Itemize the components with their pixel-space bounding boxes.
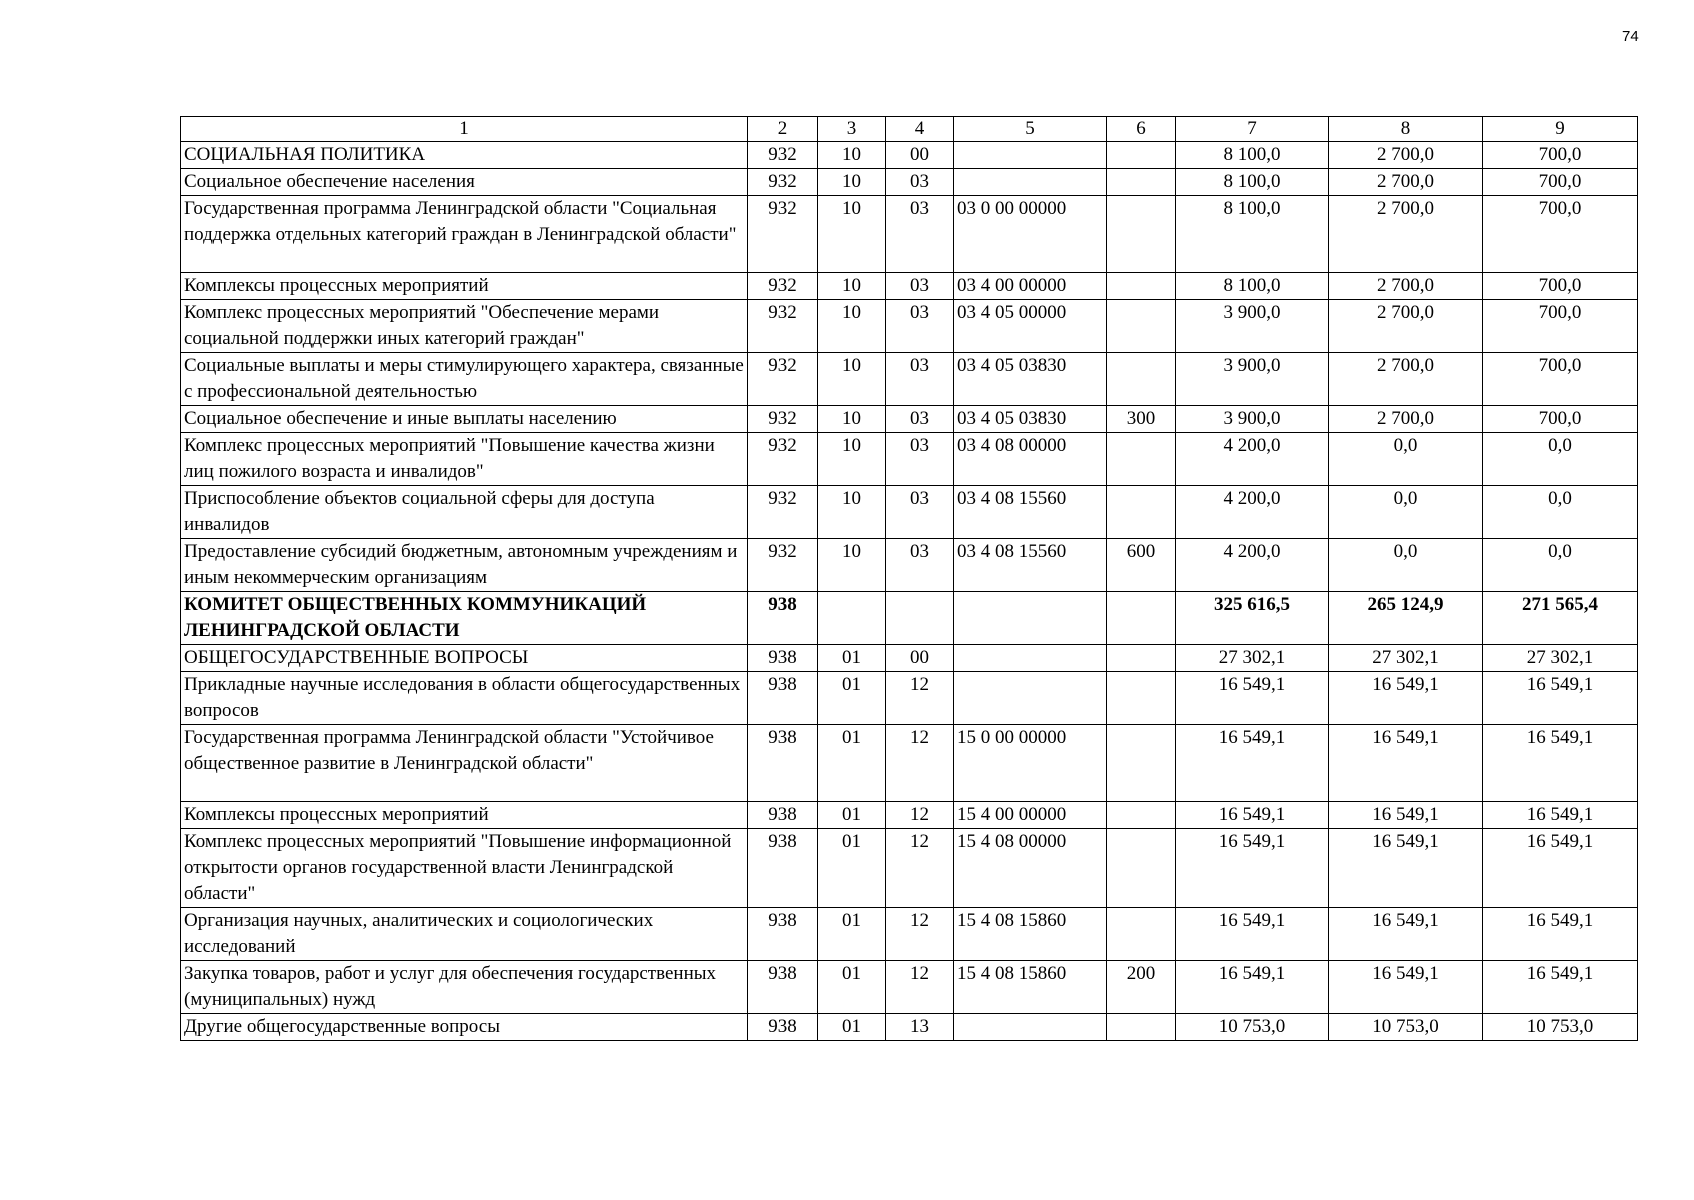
cell-amount-year1: 27 302,1 (1176, 645, 1329, 672)
cell-target-article (954, 169, 1107, 196)
cell-name: Государственная программа Ленинградской области "Устойчивое общественное развитие в Ленинградской области" (181, 725, 748, 802)
cell-admin-code: 938 (748, 961, 818, 1014)
cell-subsection (886, 592, 954, 645)
cell-name: Прикладные научные исследования в области общегосударственных вопросов (181, 672, 748, 725)
cell-section: 10 (818, 486, 886, 539)
cell-target-article: 15 4 08 00000 (954, 829, 1107, 908)
header-cell: 5 (954, 117, 1107, 142)
cell-target-article: 03 4 08 15560 (954, 539, 1107, 592)
cell-name: Социальные выплаты и меры стимулирующего характера, связанные с профессиональной деятельностью (181, 353, 748, 406)
cell-amount-year2: 0,0 (1329, 486, 1483, 539)
header-cell: 9 (1483, 117, 1638, 142)
cell-amount-year3: 16 549,1 (1483, 829, 1638, 908)
cell-amount-year2: 16 549,1 (1329, 802, 1483, 829)
cell-section: 10 (818, 433, 886, 486)
cell-amount-year1: 4 200,0 (1176, 539, 1329, 592)
cell-target-article (954, 672, 1107, 725)
cell-target-article (954, 142, 1107, 169)
cell-section: 01 (818, 645, 886, 672)
cell-amount-year1: 4 200,0 (1176, 433, 1329, 486)
cell-name: Предоставление субсидий бюджетным, автономным учреждениям и иным некоммерческим организациям (181, 539, 748, 592)
header-cell: 2 (748, 117, 818, 142)
cell-subsection: 03 (886, 433, 954, 486)
cell-section: 01 (818, 802, 886, 829)
cell-amount-year2: 16 549,1 (1329, 829, 1483, 908)
cell-admin-code: 938 (748, 1014, 818, 1041)
cell-amount-year2: 27 302,1 (1329, 645, 1483, 672)
cell-admin-code: 932 (748, 406, 818, 433)
cell-amount-year1: 3 900,0 (1176, 353, 1329, 406)
header-row (181, 117, 1638, 142)
header-cell: 6 (1107, 117, 1176, 142)
cell-amount-year3: 700,0 (1483, 142, 1638, 169)
cell-section: 10 (818, 273, 886, 300)
cell-amount-year2: 10 753,0 (1329, 1014, 1483, 1041)
table-row (181, 300, 1638, 353)
cell-amount-year2: 2 700,0 (1329, 353, 1483, 406)
table-row (181, 725, 1638, 802)
cell-section: 10 (818, 169, 886, 196)
cell-subsection: 03 (886, 353, 954, 406)
cell-amount-year1: 16 549,1 (1176, 802, 1329, 829)
cell-admin-code: 938 (748, 829, 818, 908)
cell-section: 01 (818, 908, 886, 961)
cell-admin-code: 932 (748, 353, 818, 406)
cell-expense-type (1107, 142, 1176, 169)
cell-amount-year1: 16 549,1 (1176, 961, 1329, 1014)
cell-amount-year1: 3 900,0 (1176, 406, 1329, 433)
cell-admin-code: 932 (748, 142, 818, 169)
cell-amount-year2: 2 700,0 (1329, 142, 1483, 169)
cell-expense-type (1107, 433, 1176, 486)
cell-target-article (954, 645, 1107, 672)
cell-amount-year2: 0,0 (1329, 539, 1483, 592)
cell-target-article: 03 4 08 15560 (954, 486, 1107, 539)
cell-expense-type (1107, 908, 1176, 961)
cell-name: Социальное обеспечение населения (181, 169, 748, 196)
cell-amount-year3: 0,0 (1483, 539, 1638, 592)
table-row (181, 829, 1638, 908)
cell-target-article (954, 1014, 1107, 1041)
table-body (181, 117, 1638, 1041)
cell-name: Комплексы процессных мероприятий (181, 273, 748, 300)
cell-section: 10 (818, 353, 886, 406)
cell-section: 10 (818, 196, 886, 273)
cell-target-article: 15 4 00 00000 (954, 802, 1107, 829)
cell-amount-year3: 700,0 (1483, 169, 1638, 196)
cell-amount-year3: 16 549,1 (1483, 908, 1638, 961)
cell-amount-year1: 325 616,5 (1176, 592, 1329, 645)
cell-target-article: 03 4 05 03830 (954, 406, 1107, 433)
cell-target-article: 03 4 05 03830 (954, 353, 1107, 406)
cell-amount-year2: 16 549,1 (1329, 961, 1483, 1014)
cell-expense-type (1107, 486, 1176, 539)
cell-amount-year1: 16 549,1 (1176, 908, 1329, 961)
cell-expense-type (1107, 300, 1176, 353)
cell-amount-year1: 16 549,1 (1176, 829, 1329, 908)
cell-target-article: 03 4 00 00000 (954, 273, 1107, 300)
cell-expense-type (1107, 802, 1176, 829)
cell-subsection: 03 (886, 486, 954, 539)
cell-amount-year2: 2 700,0 (1329, 196, 1483, 273)
cell-expense-type (1107, 1014, 1176, 1041)
cell-target-article: 03 4 08 00000 (954, 433, 1107, 486)
table-row (181, 645, 1638, 672)
cell-amount-year3: 700,0 (1483, 300, 1638, 353)
cell-subsection: 12 (886, 908, 954, 961)
cell-subsection: 12 (886, 802, 954, 829)
cell-name: Государственная программа Ленинградской области "Социальная поддержка отдельных категорий граждан в Ленинградской области" (181, 196, 748, 273)
header-cell: 8 (1329, 117, 1483, 142)
cell-admin-code: 938 (748, 592, 818, 645)
cell-amount-year2: 16 549,1 (1329, 908, 1483, 961)
cell-amount-year2: 2 700,0 (1329, 273, 1483, 300)
cell-subsection: 03 (886, 273, 954, 300)
cell-amount-year3: 16 549,1 (1483, 672, 1638, 725)
cell-name: Закупка товаров, работ и услуг для обеспечения государственных (муниципальных) нужд (181, 961, 748, 1014)
cell-expense-type (1107, 592, 1176, 645)
cell-amount-year3: 0,0 (1483, 486, 1638, 539)
table-row (181, 802, 1638, 829)
header-cell: 3 (818, 117, 886, 142)
cell-expense-type (1107, 169, 1176, 196)
cell-amount-year2: 265 124,9 (1329, 592, 1483, 645)
cell-amount-year2: 2 700,0 (1329, 169, 1483, 196)
cell-section: 01 (818, 725, 886, 802)
cell-amount-year3: 700,0 (1483, 196, 1638, 273)
table-row (181, 406, 1638, 433)
cell-expense-type (1107, 725, 1176, 802)
cell-name: Комплекс процессных мероприятий "Повышение качества жизни лиц пожилого возраста и инвалидов" (181, 433, 748, 486)
cell-admin-code: 932 (748, 486, 818, 539)
cell-section: 01 (818, 829, 886, 908)
cell-amount-year1: 10 753,0 (1176, 1014, 1329, 1041)
cell-name: Комплекс процессных мероприятий "Обеспечение мерами социальной поддержки иных категорий граждан" (181, 300, 748, 353)
cell-expense-type (1107, 353, 1176, 406)
table-row (181, 486, 1638, 539)
cell-amount-year1: 16 549,1 (1176, 725, 1329, 802)
cell-expense-type (1107, 273, 1176, 300)
cell-subsection: 12 (886, 961, 954, 1014)
cell-subsection: 03 (886, 539, 954, 592)
cell-subsection: 00 (886, 645, 954, 672)
cell-amount-year1: 8 100,0 (1176, 169, 1329, 196)
cell-name: ОБЩЕГОСУДАРСТВЕННЫЕ ВОПРОСЫ (181, 645, 748, 672)
cell-amount-year3: 0,0 (1483, 433, 1638, 486)
cell-target-article: 03 0 00 00000 (954, 196, 1107, 273)
cell-amount-year1: 16 549,1 (1176, 672, 1329, 725)
cell-amount-year3: 16 549,1 (1483, 802, 1638, 829)
cell-amount-year1: 8 100,0 (1176, 142, 1329, 169)
table-row (181, 273, 1638, 300)
cell-amount-year1: 8 100,0 (1176, 196, 1329, 273)
cell-name: Приспособление объектов социальной сферы для доступа инвалидов (181, 486, 748, 539)
cell-admin-code: 938 (748, 908, 818, 961)
cell-subsection: 03 (886, 169, 954, 196)
cell-subsection: 12 (886, 725, 954, 802)
cell-name: Организация научных, аналитических и социологических исследований (181, 908, 748, 961)
cell-target-article: 03 4 05 00000 (954, 300, 1107, 353)
cell-target-article: 15 4 08 15860 (954, 961, 1107, 1014)
table-row (181, 908, 1638, 961)
cell-name: Другие общегосударственные вопросы (181, 1014, 748, 1041)
cell-expense-type: 600 (1107, 539, 1176, 592)
cell-amount-year2: 0,0 (1329, 433, 1483, 486)
cell-admin-code: 932 (748, 196, 818, 273)
header-cell: 4 (886, 117, 954, 142)
cell-subsection: 03 (886, 406, 954, 433)
table-row (181, 353, 1638, 406)
cell-section: 10 (818, 539, 886, 592)
cell-subsection: 03 (886, 300, 954, 353)
table-row (181, 196, 1638, 273)
cell-admin-code: 938 (748, 672, 818, 725)
cell-amount-year3: 16 549,1 (1483, 961, 1638, 1014)
cell-amount-year3: 10 753,0 (1483, 1014, 1638, 1041)
cell-expense-type (1107, 829, 1176, 908)
cell-admin-code: 932 (748, 433, 818, 486)
cell-target-article: 15 4 08 15860 (954, 908, 1107, 961)
cell-subsection: 00 (886, 142, 954, 169)
cell-amount-year1: 4 200,0 (1176, 486, 1329, 539)
cell-name: Комплексы процессных мероприятий (181, 802, 748, 829)
cell-admin-code: 932 (748, 539, 818, 592)
cell-amount-year3: 271 565,4 (1483, 592, 1638, 645)
cell-admin-code: 938 (748, 725, 818, 802)
table-row (181, 539, 1638, 592)
cell-amount-year1: 3 900,0 (1176, 300, 1329, 353)
cell-name: СОЦИАЛЬНАЯ ПОЛИТИКА (181, 142, 748, 169)
cell-amount-year1: 8 100,0 (1176, 273, 1329, 300)
cell-subsection: 12 (886, 829, 954, 908)
cell-amount-year3: 700,0 (1483, 353, 1638, 406)
table-row (181, 1014, 1638, 1041)
cell-amount-year2: 2 700,0 (1329, 406, 1483, 433)
cell-section: 01 (818, 961, 886, 1014)
cell-name: Комплекс процессных мероприятий "Повышение информационной открытости органов государственной власти Ленинградской области" (181, 829, 748, 908)
cell-subsection: 03 (886, 196, 954, 273)
budget-table (180, 116, 1638, 1041)
header-cell: 1 (181, 117, 748, 142)
cell-section: 10 (818, 406, 886, 433)
cell-expense-type: 200 (1107, 961, 1176, 1014)
cell-amount-year2: 2 700,0 (1329, 300, 1483, 353)
cell-amount-year3: 27 302,1 (1483, 645, 1638, 672)
cell-section (818, 592, 886, 645)
table-row (181, 672, 1638, 725)
cell-section: 10 (818, 142, 886, 169)
cell-amount-year2: 16 549,1 (1329, 672, 1483, 725)
cell-expense-type: 300 (1107, 406, 1176, 433)
cell-target-article: 15 0 00 00000 (954, 725, 1107, 802)
table-row (181, 169, 1638, 196)
cell-section: 10 (818, 300, 886, 353)
header-cell: 7 (1176, 117, 1329, 142)
table-row (181, 142, 1638, 169)
cell-expense-type (1107, 672, 1176, 725)
cell-section: 01 (818, 1014, 886, 1041)
cell-expense-type (1107, 196, 1176, 273)
cell-amount-year3: 700,0 (1483, 406, 1638, 433)
cell-subsection: 12 (886, 672, 954, 725)
table-row (181, 961, 1638, 1014)
cell-amount-year2: 16 549,1 (1329, 725, 1483, 802)
cell-amount-year3: 16 549,1 (1483, 725, 1638, 802)
table-row (181, 592, 1638, 645)
cell-admin-code: 938 (748, 802, 818, 829)
cell-target-article (954, 592, 1107, 645)
cell-section: 01 (818, 672, 886, 725)
cell-name: Социальное обеспечение и иные выплаты населению (181, 406, 748, 433)
cell-amount-year3: 700,0 (1483, 273, 1638, 300)
cell-admin-code: 938 (748, 645, 818, 672)
cell-admin-code: 932 (748, 273, 818, 300)
table-row (181, 433, 1638, 486)
cell-admin-code: 932 (748, 169, 818, 196)
cell-expense-type (1107, 645, 1176, 672)
cell-admin-code: 932 (748, 300, 818, 353)
cell-name: КОМИТЕТ ОБЩЕСТВЕННЫХ КОММУНИКАЦИЙ ЛЕНИНГРАДСКОЙ ОБЛАСТИ (181, 592, 748, 645)
cell-subsection: 13 (886, 1014, 954, 1041)
page-number: 74 (1622, 28, 1639, 45)
